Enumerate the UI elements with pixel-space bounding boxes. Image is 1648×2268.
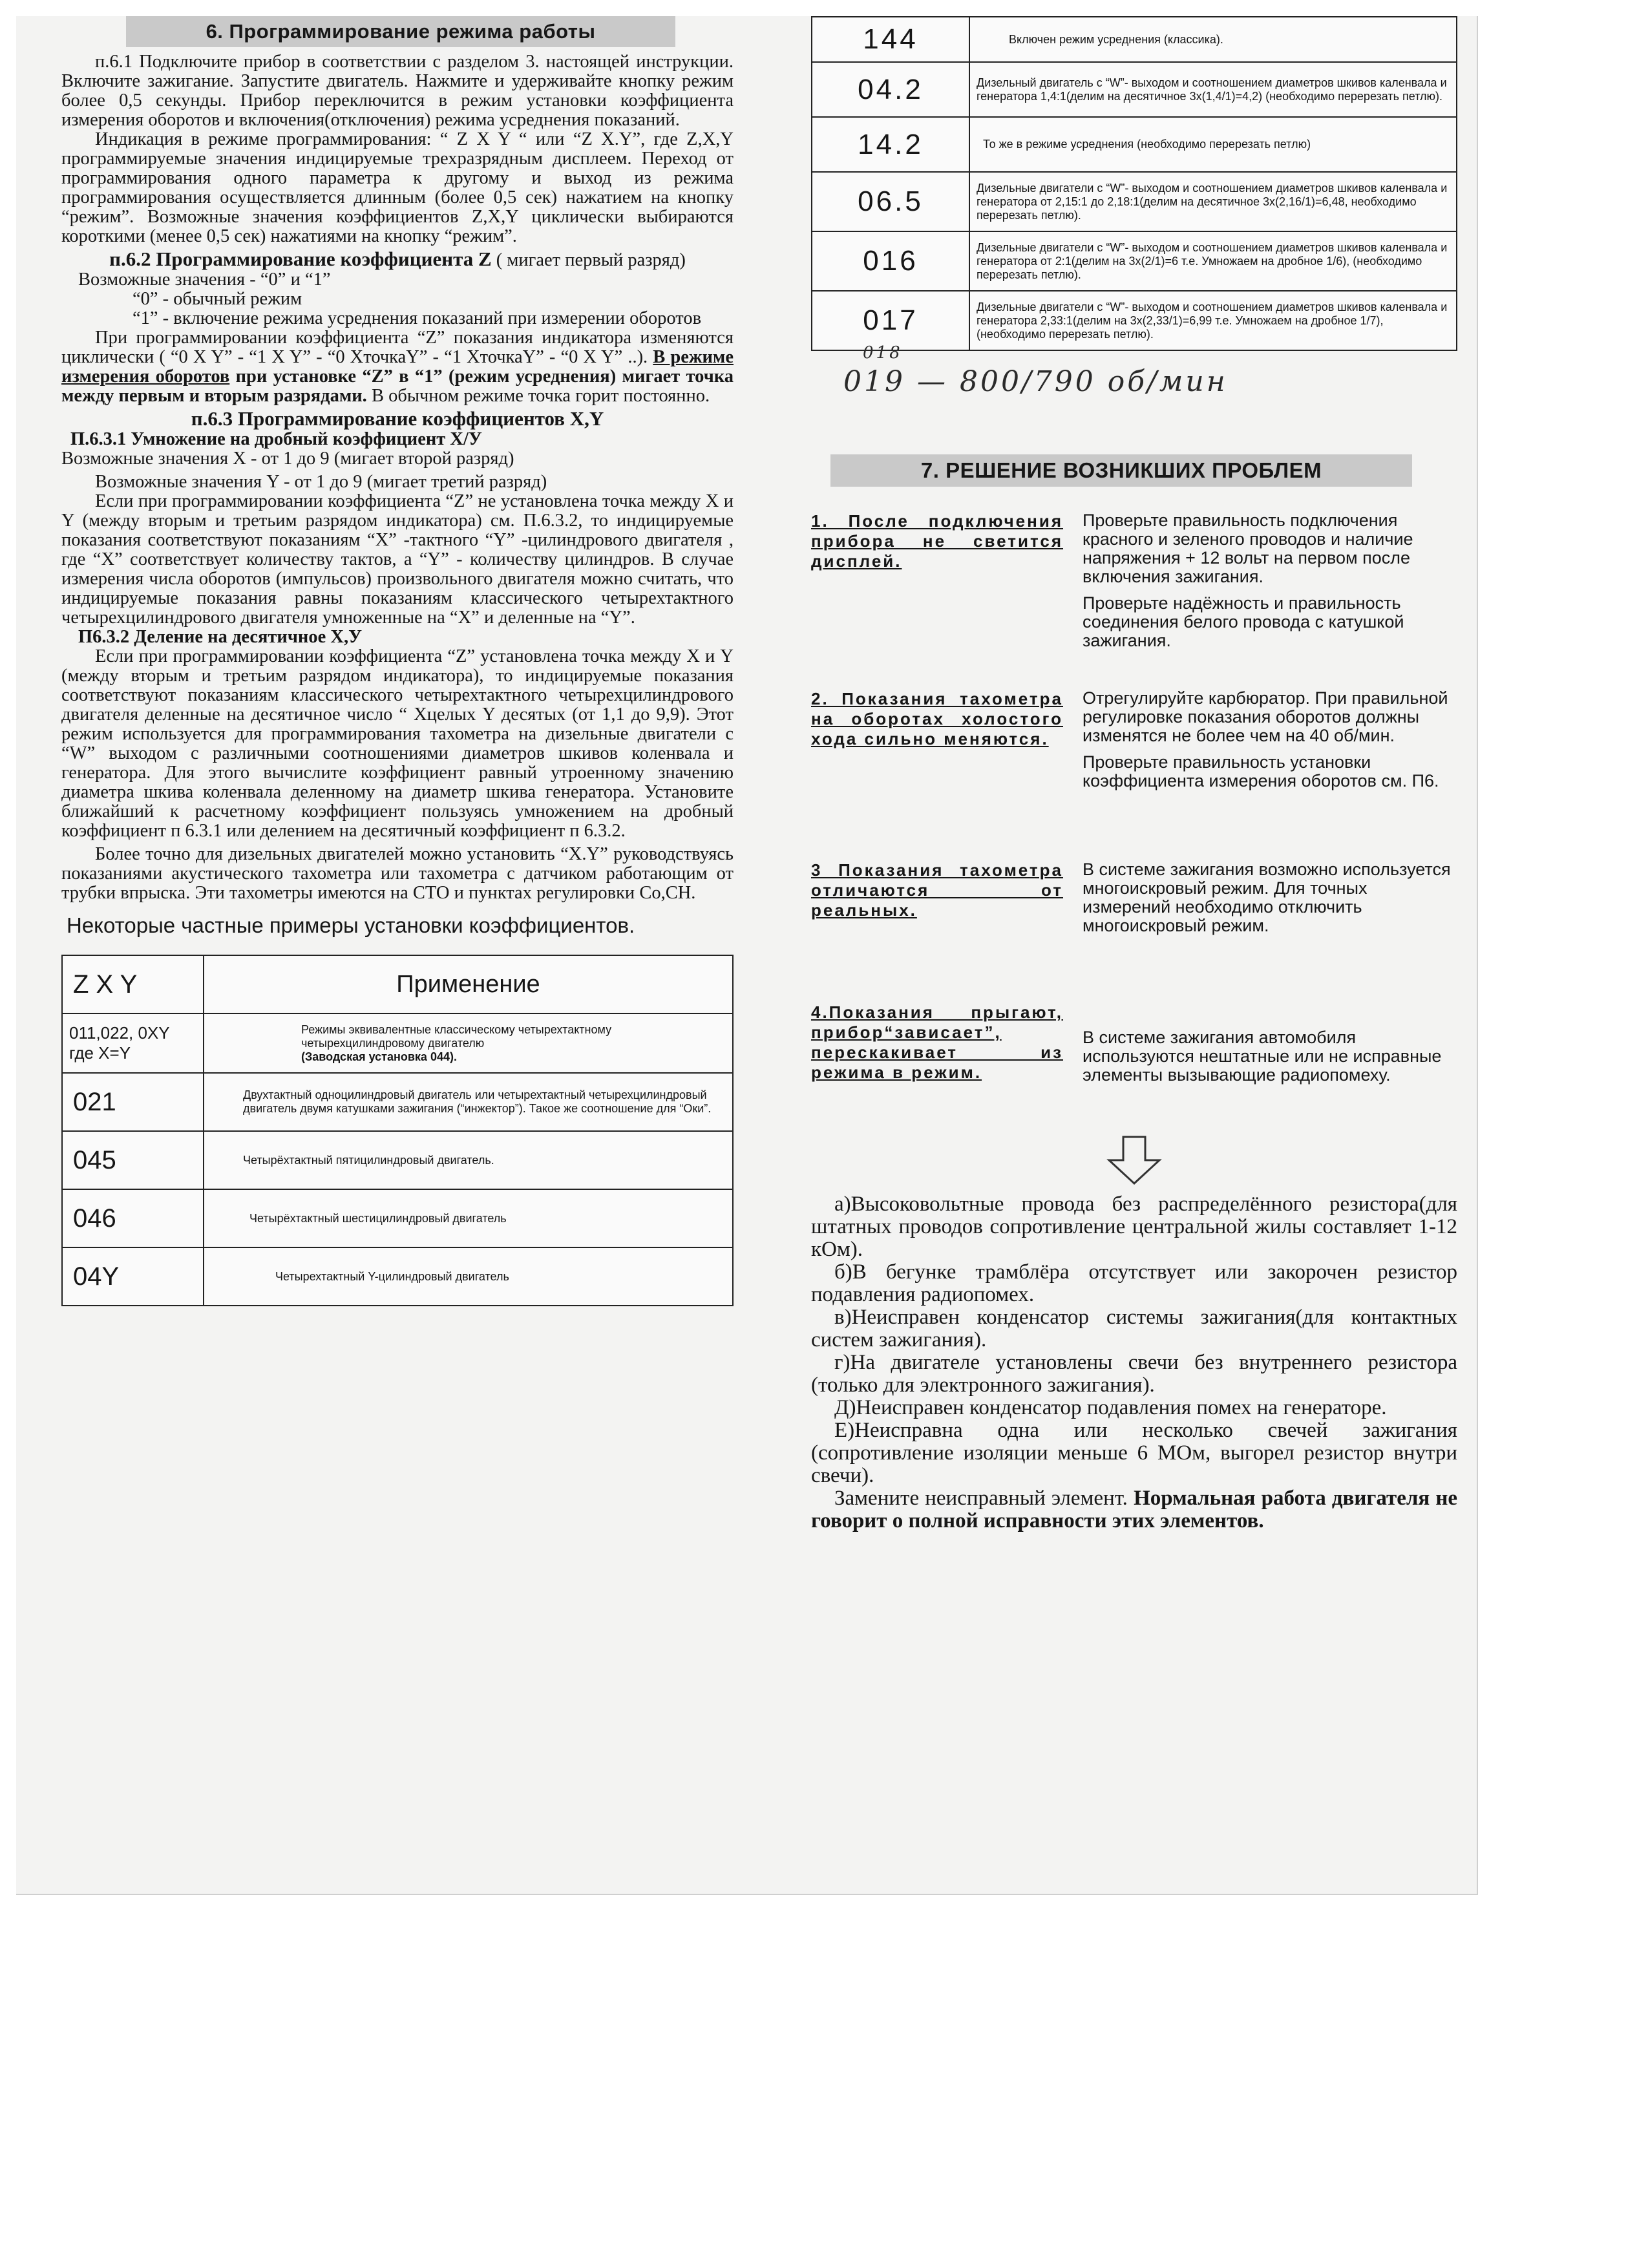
cause-item: а)Высоковольтные провода без распределённого резистора(для штатных проводов сопротивление центральной жилы составляет 1-12 кОм). (811, 1192, 1457, 1261)
table-row (62, 1013, 733, 1073)
section-6-3-2-title: П6.3.2 Деление на десятичное X,У (78, 627, 362, 647)
solution-text: Проверьте правильность установки коэффициента измерения оборотов см. П6. (1083, 752, 1439, 790)
section-6-2-title: п.6.2 Программирование коэффициента Z (109, 248, 492, 270)
problem-item (811, 860, 1457, 990)
code-cell: 04.2 (812, 62, 969, 117)
paragraph-6-3-1: Если при программировании коэффициента “Z” не установлена точка между X и Y (между вторым и третьим разрядом индикатора) см. П.6.3.2, то индицируемые показания соответствуют показаниям “X” -тактного “Y” -цилиндрового двигателя , где “X” соответствует количеству тактов, а “Y” - количеству цилиндров. В случае измерения числа оборотов (импульсов) произвольного двигателя можно считать, что индицируемые показания равны показаниям классического четырехтактного четырехцилиндрового двигателя умноженные на “X” и деленные на “Y”. (61, 491, 734, 628)
z-cycle-bold: В режиме измерения оборотов (61, 347, 734, 387)
row-use (204, 1013, 733, 1073)
solution-text: Проверьте правильность подключения красного и зеленого проводов и наличие напряжения + 12 вольт на первом после включения зажигания. (1083, 511, 1413, 586)
final-note (811, 1487, 1457, 1532)
problem-solution (1083, 689, 1457, 847)
z-cycle-bold-2: при установке “Z” в “1” (режим усреднения) мигает точка между первым и вторым разрядами. (61, 366, 734, 406)
code-cell: 14.2 (812, 117, 969, 172)
code-row (812, 231, 1457, 291)
row-code: 045 (62, 1131, 204, 1189)
examples-table (61, 955, 734, 1306)
section-6-2-heading (61, 249, 734, 270)
table-row (62, 1131, 733, 1189)
code-cell: 016 (812, 231, 969, 291)
cause-item: Д)Неисправен конденсатор подавления помех на генераторе. (834, 1396, 1387, 1419)
problem-title: 3 Показания тахометра отличаются от реальных. (811, 860, 1063, 920)
problem-solution (1083, 511, 1457, 676)
cause-item: в)Неисправен конденсатор системы зажигания(для контактных систем зажигания). (811, 1306, 1457, 1351)
section-6-3-heading (61, 408, 734, 430)
code-row (812, 62, 1457, 117)
row-use: Четырёхтактный пятицилиндровый двигатель. (204, 1131, 733, 1189)
codes-table (811, 16, 1457, 351)
paragraph-indication: Индикация в режиме программирования: “ Z X Y “ или “Z X.Y”, где Z,X,Y программируемые значения индицируемые трехразрядным дисплеем. Переход от программирования одного параметра к другому и выход из режима программирования осуществляется длинным (более 0,5 сек) нажатием на кнопку “режим”. Возможные значения коэффициентов Z,X,Y циклически выбираются короткими (менее 0,5 сек) нажатиями на кнопку “режим”. (61, 129, 734, 246)
code-desc: То же в режиме усреднения (необходимо перерезать петлю) (969, 117, 1457, 172)
header-code: Z X Y (62, 955, 204, 1013)
solution-text: В системе зажигания автомобиля используются нештатные или не исправные элементы вызывающие радиопомеху. (1083, 1028, 1442, 1085)
code-row (812, 17, 1457, 62)
code-cell: 144 (812, 17, 969, 62)
row-code: 021 (62, 1073, 204, 1131)
row-code: 046 (62, 1189, 204, 1247)
paragraph-6-1: п.6.1 Подключите прибор в соответствии с разделом 3. настоящей инструкции. Включите зажигание. Запустите двигатель. Нажмите и удерживайте кнопку режим более 0,5 секунды. Прибор переключится в режим установки коэффициента измерения оборотов и включения(отключения) режима усреднения показаний. (61, 52, 734, 130)
problem-item (811, 689, 1457, 847)
y-values: Возможные значения Y - от 1 до 9 (мигает третий разряд) (95, 472, 547, 492)
solution-text: Проверьте надёжность и правильность соединения белого провода с катушкой зажигания. (1083, 593, 1404, 650)
scanned-page (16, 16, 1478, 1895)
paragraph-diesel: Более точно для дизельных двигателей можно установить “X.Y” руководствуясь показаниями акустического тахометра или тахометра с датчиком работающим от трубки впрыска. Эти тахометры имеются на СТО и пунктах регулировки Со,СН. (61, 844, 734, 903)
code-row (812, 291, 1457, 350)
problem-solution (1083, 1002, 1457, 1125)
problem-item (811, 1002, 1457, 1125)
table-row (62, 1189, 733, 1247)
code-cell: 017 (812, 291, 969, 350)
section-6-3-title: п.6.3 Программирование коэффициентов X,Y (191, 407, 604, 430)
problem-title: 4.Показания прыгают, прибор“зависает”, перескакивает из режима в режим. (811, 1002, 1063, 1082)
final-note-a: Замените неисправный элемент. (834, 1487, 1128, 1510)
handwritten-018: 018 (863, 343, 903, 363)
row-use-note: (Заводская установка 044). (301, 1050, 457, 1063)
row-code: 011,022, 0XY где X=Y (62, 1013, 204, 1073)
z-cycle-text: При программировании коэффициента “Z” показания индикатора изменяются циклически ( “0 X Y” - “1 X Y” - “0 XточкаY” - “1 XточкаY” - “0 X Y” ..). (61, 328, 734, 367)
table-row (62, 1247, 733, 1306)
row-use: Четырехтактный Y-цилиндровый двигатель (204, 1247, 733, 1306)
section-6-heading: 6. Программирование режима работы (126, 16, 675, 47)
paragraph-6-3-2: Если при программировании коэффициента “Z” установлена точка между X и Y (между вторым и третьим разрядом индикатора), то индицируемые показания соответствуют показаниям классического четырехтактного четырехцилиндрового двигателя деленные на десятичное число “ Xцелых Y десятых (от 1,1 до 9,9). Этот режим используется для программирования тахометра на дизельные двигатели с “W” выходом с различными соотношениями диаметров шкивов коленвала и генератора. Для этого вычислите коэффициент равный утроенному значению диаметра шкива коленвала деленному на диаметр шкива генератора. Установите ближайший к расчетному коэффициент пользуясь умножением на дробный коэффициент п 6.3.1 или делением на десятичный коэффициент п 6.3.2. (61, 646, 734, 841)
z-values: Возможные значения - “0” и “1” (78, 270, 331, 290)
code-desc: Дизельные двигатели с “W”- выходом и соотношением диаметров шкивов каленвала и генератора 2,33:1(делим на 3х(2,33/1)=6,99 т.е. Умножаем на дробное 1/7), (необходимо перерезать петлю). (969, 291, 1457, 350)
code-desc: Дизельные двигатели с “W”- выходом и соотношением диаметров шкивов каленвала и генератора от 2,15:1 до 2,18:1(делим на десятичное 3х(2,16/1)=6,48, необходимо перерезать петлю). (969, 172, 1457, 231)
cause-item: г)На двигателе установлены свечи без внутреннего резистора (только для электронного зажигания). (811, 1351, 1457, 1397)
problem-title: 1. После подключения прибора не светится дисплей. (811, 511, 1063, 571)
right-column (811, 16, 1457, 1532)
row-use: Четырёхтактный шестицилиндровый двигатель (204, 1189, 733, 1247)
solution-text: Отрегулируйте карбюратор. При правильной регулировке показания оборотов должны изменятся не более чем на 40 об/мин. (1083, 688, 1448, 745)
section-7-heading: 7. РЕШЕНИЕ ВОЗНИКШИХ ПРОБЛЕМ (830, 454, 1412, 487)
code-desc: Включен режим усреднения (классика). (969, 17, 1457, 62)
handwritten-note (811, 343, 1457, 435)
cause-item: б)В бегунке трамблёра отсутствует или закорочен резистор подавления радиопомех. (811, 1260, 1457, 1306)
table-row (62, 1073, 733, 1131)
problem-title: 2. Показания тахометра на оборотах холостого хода сильно меняются. (811, 689, 1063, 748)
table-header (62, 955, 733, 1013)
paragraph-z-cycle (61, 328, 734, 406)
row-code: 04Y (62, 1247, 204, 1306)
code-cell: 06.5 (812, 172, 969, 231)
solution-text: В системе зажигания возможно используется многоискровый режим. Для точных измерений необходимо отключить многоискровый режим. (1083, 860, 1451, 935)
code-desc: Дизельный двигатель с “W”- выходом и соотношением диаметров шкивов каленвала и генератора 1,4:1(делим на десятичное 3х(1,4/1)=4,2) (необходимо перерезать петлю). (969, 62, 1457, 117)
problem-solution (1083, 860, 1457, 990)
section-6-2-note: ( мигает первый разряд) (496, 250, 686, 270)
z-cycle-normal: В обычном режиме точка горит постоянно. (371, 386, 710, 406)
final-note-b: Нормальная работа двигателя не говорит о полной исправности этих элементов. (811, 1487, 1457, 1532)
section-6-3-1-title: П.6.3.1 Умножение на дробный коэффициент X/У (70, 429, 482, 449)
code-desc: Дизельные двигатели с “W”- выходом и соотношением диаметров шкивов каленвала и генератора от 2:1(делим на 3х(2/1)=6 т.е. Умножаем на дробное 1/6), (необходимо перерезать петлю). (969, 231, 1457, 291)
down-arrow-icon (811, 1134, 1457, 1189)
header-use: Применение (204, 955, 733, 1013)
row-use: Двухтактный одноцилиндровый двигатель или четырехтактный четырехцилиндровый двигатель двумя катушками зажигания (“инжектор”). Такое же соотношение для “Оки”. (204, 1073, 733, 1131)
code-row (812, 117, 1457, 172)
problems-list (811, 511, 1457, 1125)
z-value-1: “1” - включение режима усреднения показаний при измерении оборотов (132, 308, 702, 328)
causes-list (811, 1193, 1457, 1532)
x-values: Возможные значения X - от 1 до 9 (мигает второй разряд) (61, 449, 514, 469)
row-use-text: Режимы эквивалентные классическому четырехтактному четырехцилиндровому двигателю (301, 1023, 612, 1050)
code-row (812, 172, 1457, 231)
left-column (61, 16, 734, 1306)
cause-item: Е)Неисправна одна или несколько свечей зажигания (сопротивление изоляции меньше 6 МОм, выгорел резистор внутри свечи). (811, 1419, 1457, 1487)
z-value-0: “0” - обычный режим (132, 289, 302, 309)
problem-item (811, 511, 1457, 676)
handwritten-019: 019 — 800/790 об/мин (843, 365, 1228, 398)
examples-title: Некоторые частные примеры установки коэффициентов. (67, 913, 635, 937)
